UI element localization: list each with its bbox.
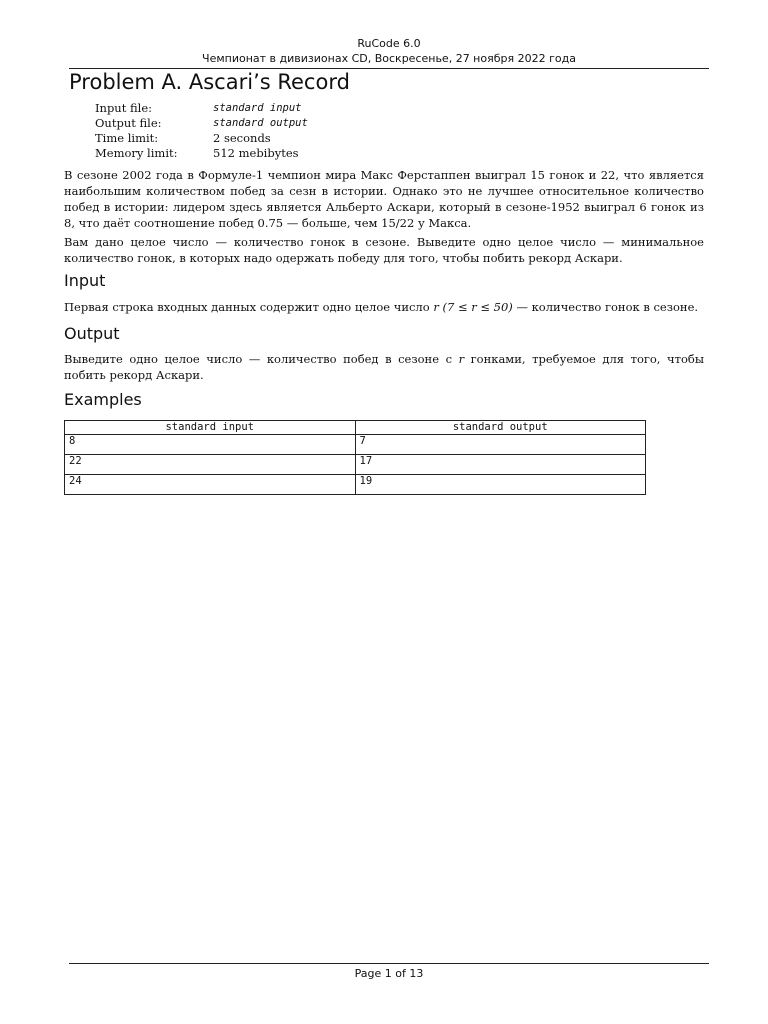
examples-heading: Examples (64, 390, 142, 409)
table-row (65, 435, 646, 455)
meta-row-memory-limit (95, 146, 308, 161)
problem-title: Problem A. Ascari’s Record (69, 70, 350, 94)
example-output-cell: 17 (355, 455, 646, 475)
column-header-input: standard input (65, 421, 356, 435)
meta-row-input-file (95, 101, 308, 116)
example-output-cell: 19 (355, 475, 646, 495)
input-text-before: Первая строка входных данных содержит одно целое число (64, 300, 434, 314)
meta-value: standard input (213, 102, 302, 114)
input-variable: r (433, 300, 439, 314)
contest-subtitle: Чемпионат в дивизионах CD, Воскресенье, 27 ноября 2022 года (202, 52, 576, 65)
example-input-cell: 24 (65, 475, 356, 495)
page-header (69, 36, 709, 69)
table-row (65, 475, 646, 495)
contest-name: RuCode 6.0 (357, 37, 421, 50)
statement-paragraph-1: В сезоне 2002 года в Формуле-1 чемпион мира Макс Ферстаппен выиграл 15 гонок и 22, что является наибольшим количеством побед за сезн в истории. Однако это не лучшее относительное количество побед в истории: лидером здесь является Альберто Аскари, который в сезоне-1952 выиграл 6 гонок из 8, что даёт соотношение побед 0.75 — больше, чем 15/22 у Макса. (64, 168, 704, 230)
meta-row-output-file (95, 116, 308, 131)
problem-meta (95, 101, 308, 161)
output-variable: r (458, 352, 465, 366)
example-output-cell: 7 (355, 435, 646, 455)
example-input-cell: 8 (65, 435, 356, 455)
meta-value: 2 seconds (213, 131, 271, 145)
input-description (64, 299, 704, 315)
table-row (65, 455, 646, 475)
footer-divider (69, 963, 709, 964)
meta-key: Memory limit: (95, 146, 178, 160)
input-text-after: — количество гонок в сезоне. (512, 300, 699, 314)
page-number: Page 1 of 13 (354, 967, 424, 980)
input-constraint: (7 ≤ r ≤ 50) (442, 300, 513, 314)
output-text-before: Выведите одно целое число — количество побед в сезоне с (64, 352, 459, 366)
output-text-after: гонками, требуемое для того, чтобы побить рекорд Аскари. (64, 352, 704, 382)
meta-row-time-limit (95, 131, 308, 146)
meta-key: Time limit: (95, 131, 159, 145)
meta-key: Input file: (95, 101, 153, 115)
examples-table (64, 420, 646, 495)
output-description (64, 351, 704, 383)
output-heading: Output (64, 324, 120, 343)
examples-header-row (65, 421, 646, 435)
column-header-output: standard output (355, 421, 646, 435)
input-heading: Input (64, 271, 106, 290)
example-input-cell: 22 (65, 455, 356, 475)
meta-value: standard output (213, 117, 308, 129)
meta-value: 512 mebibytes (213, 146, 299, 160)
meta-key: Output file: (95, 116, 162, 130)
statement-paragraph-2: Вам дано целое число — количество гонок в сезоне. Выведите одно целое число — минимальное количество гонок, в которых надо одержать победу для того, чтобы побить рекорд Аскари. (64, 235, 704, 265)
